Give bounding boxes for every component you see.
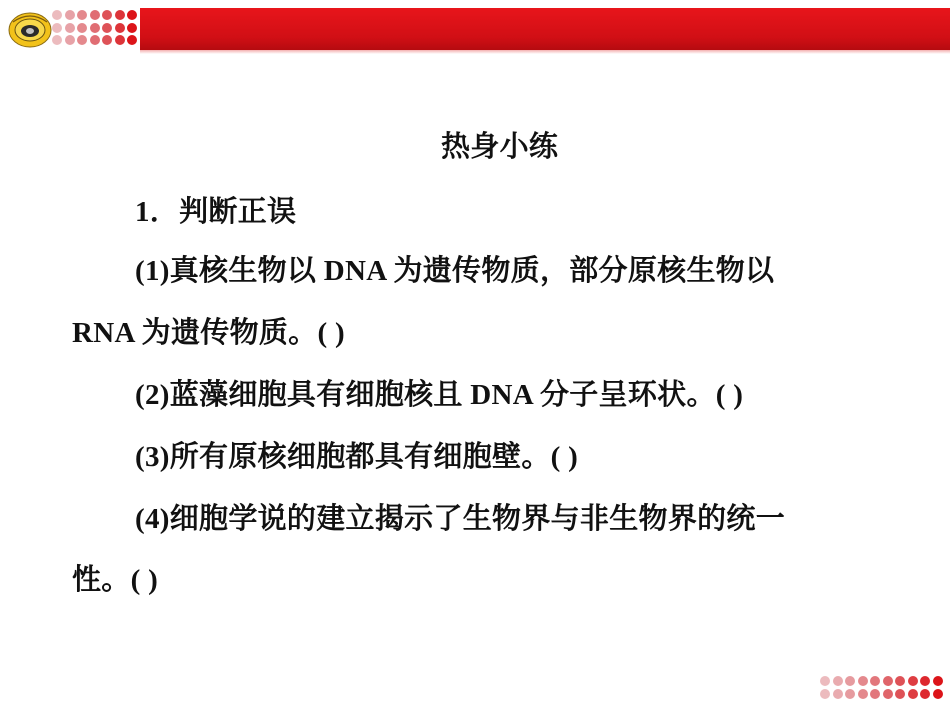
decorative-dot — [102, 35, 112, 45]
decorative-dot — [127, 10, 137, 20]
header-red-bar — [140, 8, 950, 50]
decorative-dot — [65, 23, 75, 33]
decorative-dot — [90, 23, 100, 33]
question-heading: 1．判断正误 — [135, 196, 297, 228]
decorative-dot — [115, 10, 125, 20]
decorative-dot — [52, 35, 62, 45]
decorative-dot — [65, 10, 75, 20]
decorative-dot — [858, 689, 868, 699]
slide-title: 热身小练 — [441, 131, 559, 163]
decorative-dot — [895, 676, 905, 686]
slide-header — [0, 0, 950, 60]
statement-4-line-1: (4)细胞学说的建立揭示了生物界与非生物界的统一 — [135, 503, 786, 535]
school-badge-icon — [8, 8, 52, 52]
decorative-dot — [90, 10, 100, 20]
decorative-dot — [895, 689, 905, 699]
decorative-dot — [883, 689, 893, 699]
decorative-dot — [845, 689, 855, 699]
statement-3: (3)所有原核细胞都具有细胞壁。( ) — [135, 441, 579, 473]
statement-2: (2)蓝藻细胞具有细胞核且 DNA 分子呈环状。( ) — [135, 379, 744, 411]
decorative-dot — [920, 689, 930, 699]
statement-4-line-2: 性。( ) — [72, 564, 159, 596]
decorative-dot — [127, 35, 137, 45]
decorative-dot — [77, 35, 87, 45]
decorative-dot — [102, 10, 112, 20]
decorative-dot — [933, 689, 943, 699]
decorative-dot — [833, 676, 843, 686]
decorative-dot — [908, 689, 918, 699]
decorative-dot — [858, 676, 868, 686]
decorative-dot — [77, 23, 87, 33]
decorative-dot — [77, 10, 87, 20]
decorative-dot — [870, 676, 880, 686]
decorative-dot — [820, 689, 830, 699]
statement-1-line-2: RNA 为遗传物质。( ) — [72, 317, 345, 349]
decorative-dot — [90, 35, 100, 45]
decorative-dot — [52, 10, 62, 20]
decorative-dot — [845, 676, 855, 686]
decorative-dot — [833, 689, 843, 699]
header-bar-shadow — [140, 50, 950, 54]
decorative-dot — [920, 676, 930, 686]
decorative-dot — [883, 676, 893, 686]
decorative-dot — [933, 676, 943, 686]
decorative-dot — [908, 676, 918, 686]
statement-1-line-1: (1)真核生物以 DNA 为遗传物质，部分原核生物以 — [135, 255, 775, 287]
decorative-dot — [870, 689, 880, 699]
decorative-dot — [102, 23, 112, 33]
decorative-dot — [820, 676, 830, 686]
decorative-dot — [52, 23, 62, 33]
decorative-dot — [115, 35, 125, 45]
decorative-dot — [65, 35, 75, 45]
decorative-dot — [127, 23, 137, 33]
decorative-dot — [115, 23, 125, 33]
